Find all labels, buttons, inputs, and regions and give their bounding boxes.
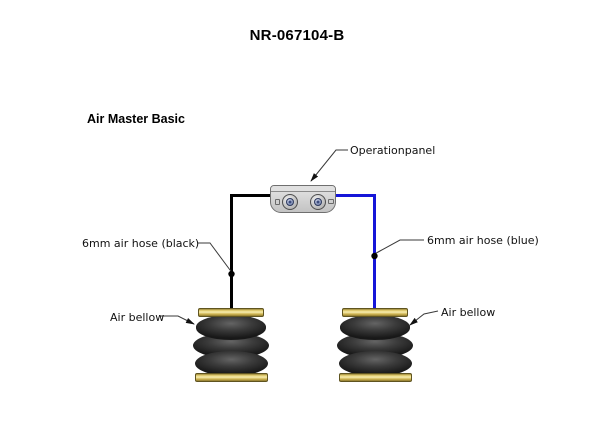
air-bellow-right	[337, 308, 413, 394]
label-operation-panel: Operationpanel	[350, 144, 436, 157]
bellow-top-plate	[342, 308, 408, 317]
leader-operation-panel	[311, 150, 348, 181]
hose-blue-connector-dot	[371, 253, 377, 259]
pressure-gauge-icon	[310, 194, 326, 210]
leader-hose-black	[198, 243, 232, 272]
gauge-needle-hub	[289, 201, 292, 204]
label-air-bellow-left: Air bellow	[110, 311, 165, 324]
label-air-bellow-right: Air bellow	[441, 306, 496, 319]
bellow-ring	[196, 315, 266, 340]
operation-panel	[270, 185, 336, 213]
panel-left-port-icon	[275, 199, 280, 205]
leader-air-bellow-left	[160, 316, 194, 324]
black-air-hose	[232, 196, 272, 314]
leader-air-bellow-right	[410, 311, 438, 325]
document-title: NR-067104-B	[249, 27, 345, 44]
gauge-needle-hub	[317, 201, 320, 204]
leader-hose-blue	[375, 240, 425, 254]
label-hose-blue: 6mm air hose (blue)	[427, 234, 539, 247]
panel-mounting-flange	[271, 186, 335, 192]
bellow-ring	[340, 315, 410, 340]
bellow-bottom-plate	[339, 373, 412, 382]
hose-black-connector-dot	[228, 271, 234, 277]
panel-right-port-icon	[328, 199, 334, 204]
bellow-top-plate	[198, 308, 264, 317]
product-name: Air Master Basic	[87, 112, 185, 126]
pressure-gauge-icon	[282, 194, 298, 210]
blue-air-hose	[335, 196, 375, 315]
label-hose-black: 6mm air hose (black)	[82, 237, 200, 250]
air-bellow-left	[193, 308, 269, 394]
bellow-bottom-plate	[195, 373, 268, 382]
